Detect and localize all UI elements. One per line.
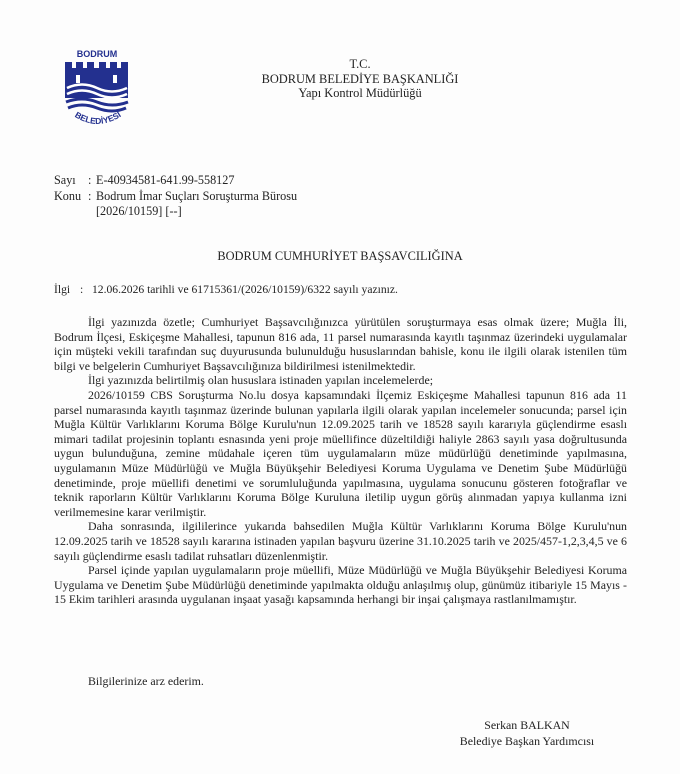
reference-line: İlgi : 12.06.2026 tarihli ve 61715361/(2026/10159)/6322 sayılı yazınız. — [54, 283, 398, 296]
subject-row: Konu : Bodrum İmar Suçları Soruşturma Bürosu — [54, 188, 298, 203]
subject-value: Bodrum İmar Suçları Soruşturma Bürosu — [96, 188, 298, 203]
svg-text:BODRUM: BODRUM — [76, 49, 118, 59]
addressee: BODRUM CUMHURİYET BAŞSAVCILIĞINA — [217, 249, 463, 263]
reference-number-label: Sayı — [54, 173, 76, 187]
letterhead — [210, 57, 510, 101]
bodrum-municipality-logo — [60, 48, 134, 130]
closing-line: Bilgilerinize arz ederim. — [88, 674, 204, 688]
letterhead-department: Yapı Kontrol Müdürlüğü — [298, 86, 422, 101]
body-paragraph-5: Parsel içinde yapılan uygulamaların proje müellifi, Müze Müdürlüğü ve Muğla Büyükşehir Belediyesi Koruma Uygulama ve Denetim Şube Müdürlüğü denetiminde yapılmakta olduğu anlaşılmış olup, günümüz itibariyle 15 Mayıs - 15 Ekim tarihleri arasında uygulanan inşaat yasağı kapsamında herhangi bir inşai çalışmaya rastlanılmamıştır. — [54, 563, 627, 607]
reference-text: 12.06.2026 tarihli ve 61715361/(2026/10159)/6322 sayılı yazınız. — [92, 283, 398, 296]
signatory-name: Serkan BALKAN — [484, 718, 570, 732]
signature-block — [452, 717, 602, 749]
body-paragraph-3: 2026/10159 CBS Soruşturma No.lu dosya kapsamındaki İlçemiz Eskiçeşme Mahallesi tapunun 816 ada 11 parsel numarasında kayıtlı taşınmaz üzerinde bulunan yapılarla ilgili olarak yapılan incelemeler sonucunda; parsel için Muğla Kültür Varlıklarını Koruma Bölge Kurulu'nun 12.09.2025 tarih ve 18528 sayılı kararıyla güçlendirme esaslı mimari tadilat projesinin toplantı esnasında yeni proje müellifince düzeltildiği haliyle 2863 sayılı yasa doğrultusunda uygun bulunduğuna, zemine müdahale içeren tüm uygulamaların müze müdürlüğü denetiminde yapılmasına, uygulamanın Müze Müdürlüğü ve Muğla Büyükşehir Belediyesi Koruma Uygulama ve Denetim Şube Müdürlüğü denetiminde, proje müellifi denetimi ve sorumluluğunda yapılmasına, uygulama sonucunu gösteren fotoğraflar ve teknik raporların Kültür Varlıklarını Koruma Bölge Kuruluna iletilip uygun görüş alınmadan yapıya kullanma izni verilmemesine karar verilmiştir. — [54, 387, 627, 519]
document-meta — [54, 173, 297, 220]
letter-body — [54, 315, 627, 607]
subject-value-continued: [2026/10159] [--] — [96, 204, 182, 218]
subject-label: Konu — [54, 188, 82, 203]
signatory-title: Belediye Başkan Yardımcısı — [459, 734, 595, 748]
body-paragraph-2: İlgi yazınızda belirtilmiş olan hususlara istinaden yapılan incelemelerde; — [88, 373, 434, 388]
logo-arc-text: BELEDİYESİ — [73, 109, 123, 127]
reference-number-value: E-40934581-641.99-558127 — [96, 173, 235, 187]
body-paragraph-4: Daha sonrasında, ilgililerince yukarıda bahsedilen Muğla Kültür Varlıklarını Koruma Bölge Kurulu'nun 12.09.2025 tarih ve 18528 sayılı kararına istinaden yapılan başvuru üzerine 31.10.2025 tarih ve 2025/457-1,2,3,4,5 ve 6 sayılı güçlendirme esaslı tadilat ruhsatları düzenlenmiştir. — [54, 519, 627, 563]
letterhead-institution: BODRUM BELEDİYE BAŞKANLIĞI — [261, 71, 459, 86]
svg-text:BELEDİYESİ — [73, 109, 122, 126]
letterhead-country: T.C. — [349, 57, 371, 71]
reference-label: İlgi — [54, 283, 71, 296]
reference-number-row: Sayı : E-40934581-641.99-558127 — [54, 173, 235, 187]
body-paragraph-1: İlgi yazınızda özetle; Cumhuriyet Başsavcılığınızca yürütülen soruşturmaya esas olmak üzere; Muğla İli, Bodrum İlçesi, Eskiçeşme Mahallesi, tapunun 816 ada, 11 parsel numarasında kayıtlı taşınmaz üzerindeki uygulamalar için müşteki vekili tarafından suç duyurusunda bulunulduğu hususlarından bahisle, konu ile ilgili olarak istenilen tüm bilgi ve belgelerin Cumhuriyet Başsavcılığınıza bildirilmesi istenilmektedir. — [54, 315, 627, 373]
